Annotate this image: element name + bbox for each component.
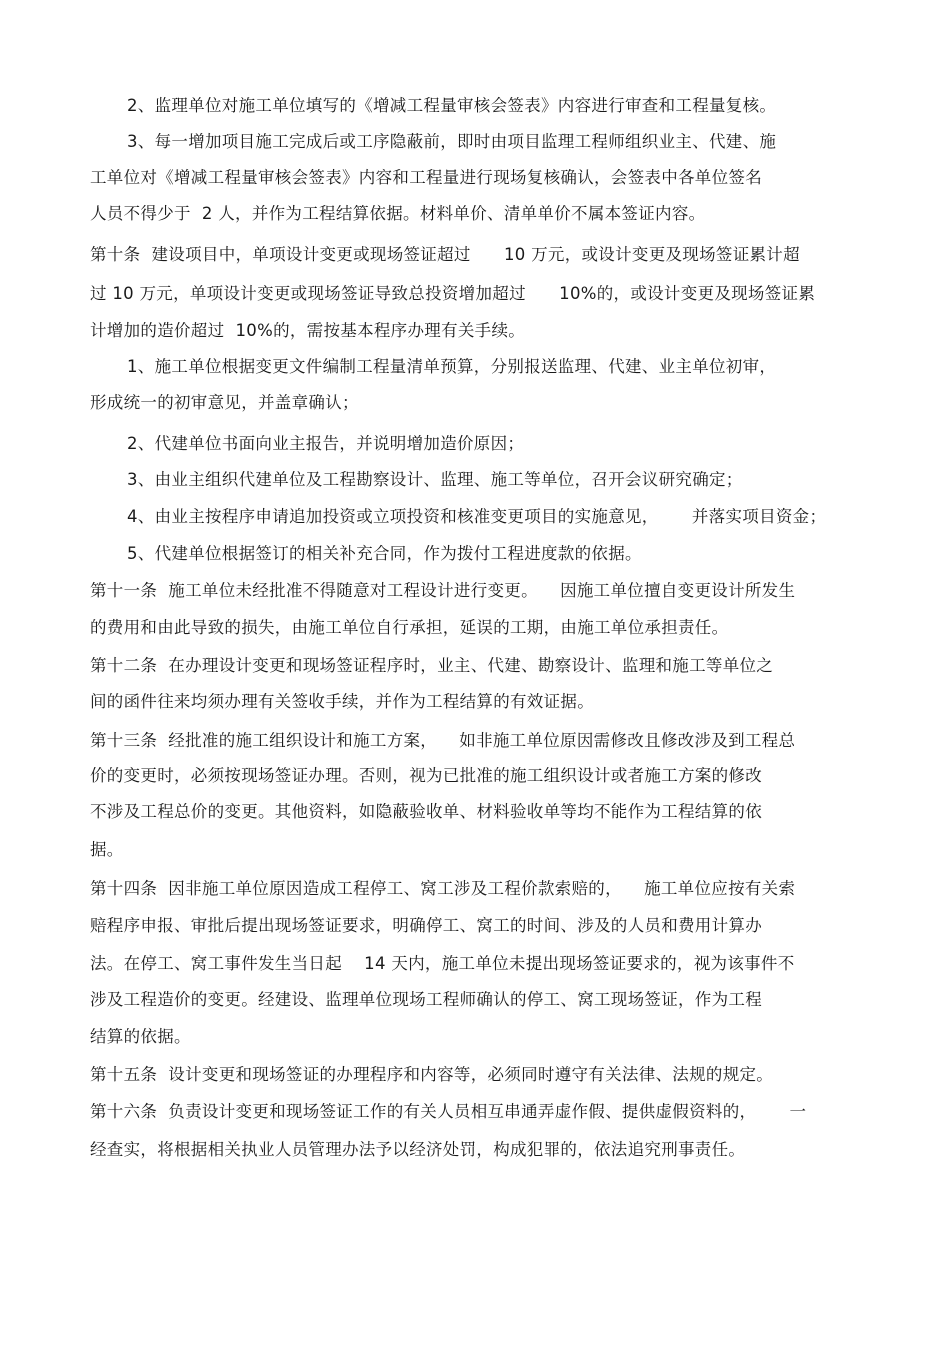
text-line: 结算的依据。 — [90, 1027, 191, 1046]
text-line: 第十二条 在办理设计变更和现场签证程序时，业主、代建、勘察设计、监理和施工等单位之 — [90, 656, 774, 675]
text-line: 2、监理单位对施工单位填写的《增减工程量审核会签表》内容进行审查和工程量复核。 — [127, 96, 777, 115]
text-line: 据。 — [90, 840, 124, 859]
text-line: 工单位对《增减工程量审核会签表》内容和工程量进行现场复核确认，会签表中各单位签名 — [90, 168, 762, 187]
text-line: 5、代建单位根据签订的相关补充合同，作为拨付工程进度款的依据。 — [127, 544, 642, 563]
text-line: 赔程序申报、审批后提出现场签证要求，明确停工、窝工的时间、涉及的人员和费用计算办 — [90, 916, 762, 935]
text-line: 第十三条 经批准的施工组织设计和施工方案， 如非施工单位原因需修改且修改涉及到工程总 — [90, 731, 796, 750]
text-line: 第十五条 设计变更和现场签证的办理程序和内容等，必须同时遵守有关法律、法规的规定。 — [90, 1065, 774, 1084]
text-line: 第十一条 施工单位未经批准不得随意对工程设计进行变更。 因施工单位擅自变更设计所发生 — [90, 581, 796, 600]
text-line: 1、施工单位根据变更文件编制工程量清单预算，分别报送监理、代建、业主单位初审， — [127, 357, 777, 376]
text-line: 2、代建单位书面向业主报告，并说明增加造价原因； — [127, 434, 525, 453]
text-line: 计增加的造价超过 10%的，需按基本程序办理有关手续。 — [90, 321, 526, 340]
text-line: 经查实，将根据相关执业人员管理办法予以经济处罚，构成犯罪的，依法追究刑事责任。 — [90, 1140, 746, 1159]
text-line: 第十六条 负责设计变更和现场签证工作的有关人员相互串通弄虚作假、提供虚假资料的， 一 — [90, 1102, 807, 1121]
text-line: 3、每一增加项目施工完成后或工序隐蔽前，即时由项目监理工程师组织业主、代建、施 — [127, 132, 777, 151]
text-line: 过 10 万元，单项设计变更或现场签证导致总投资增加超过 10%的，或设计变更及现场签证累 — [90, 284, 816, 303]
text-line: 不涉及工程总价的变更。其他资料，如隐蔽验收单、材料验收单等均不能作为工程结算的依 — [90, 802, 762, 821]
text-line: 涉及工程造价的变更。经建设、监理单位现场工程师确认的停工、窝工现场签证，作为工程 — [90, 990, 762, 1009]
text-line: 人员不得少于 2 人，并作为工程结算依据。材料单价、清单单价不属本签证内容。 — [90, 204, 706, 223]
text-line: 3、由业主组织代建单位及工程勘察设计、监理、施工等单位，召开会议研究确定； — [127, 470, 743, 489]
text-line: 4、由业主按程序申请追加投资或立项投资和核准变更项目的实施意见， 并落实项目资金； — [127, 507, 827, 526]
text-line: 间的函件往来均须办理有关签收手续，并作为工程结算的有效证据。 — [90, 692, 594, 711]
text-line: 第十四条 因非施工单位原因造成工程停工、窝工涉及工程价款索赔的， 施工单位应按有关索 — [90, 879, 796, 898]
text-line: 的费用和由此导致的损失，由施工单位自行承担，延误的工期，由施工单位承担责任。 — [90, 618, 729, 637]
text-line: 形成统一的初审意见，并盖章确认； — [90, 393, 359, 412]
text-line: 价的变更时，必须按现场签证办理。否则，视为已批准的施工组织设计或者施工方案的修改 — [90, 766, 762, 785]
text-line: 第十条 建设项目中，单项设计变更或现场签证超过 10 万元，或设计变更及现场签证累计超 — [90, 245, 800, 264]
text-line: 法。在停工、窝工事件发生当日起 14 天内，施工单位未提出现场签证要求的，视为该事件不 — [90, 954, 795, 973]
